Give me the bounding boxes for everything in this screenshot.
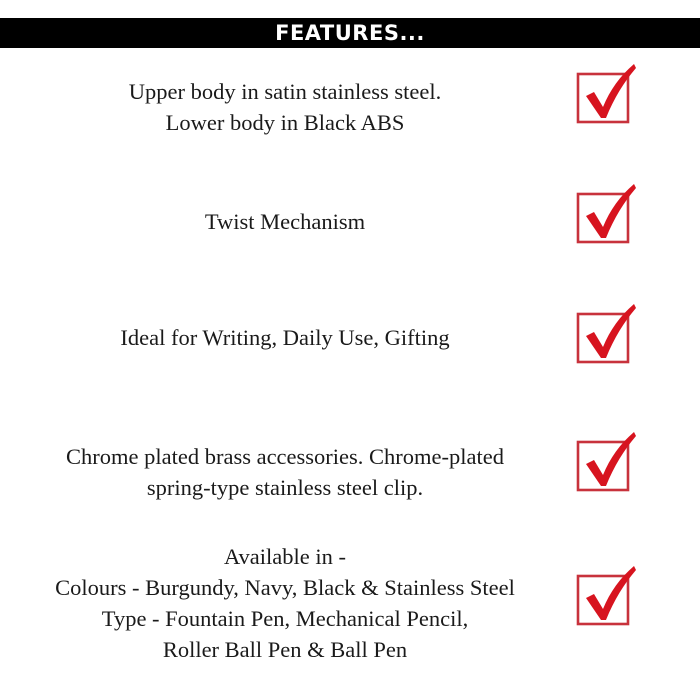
checkbox-checked-icon (572, 562, 640, 630)
feature-line: Type - Fountain Pen, Mechanical Pencil, (101, 606, 469, 631)
checkbox-checked-icon (572, 180, 640, 248)
checkbox-checked-icon (572, 60, 640, 128)
feature-line: Upper body in satin stainless steel. (128, 79, 442, 104)
feature-text (20, 541, 550, 665)
feature-line: Roller Ball Pen & Ball Pen (162, 637, 408, 662)
feature-text (20, 441, 550, 503)
feature-text (20, 76, 550, 138)
feature-line: Colours - Burgundy, Navy, Black & Stainless Steel (55, 575, 515, 600)
feature-line: Ideal for Writing, Daily Use, Gifting (120, 325, 450, 350)
checkbox-checked-icon (572, 300, 640, 368)
checkbox-checked-icon (572, 428, 640, 496)
feature-line: Chrome plated brass accessories. Chrome-plated (66, 444, 504, 469)
feature-line: Available in - (223, 544, 347, 569)
feature-line: spring-type stainless steel clip. (146, 475, 424, 500)
feature-text (20, 206, 550, 237)
page-title: FEATURES... (275, 21, 425, 45)
header-bar (0, 18, 700, 48)
feature-line: Lower body in Black ABS (165, 110, 405, 135)
feature-line: Twist Mechanism (204, 209, 366, 234)
feature-text (20, 322, 550, 353)
